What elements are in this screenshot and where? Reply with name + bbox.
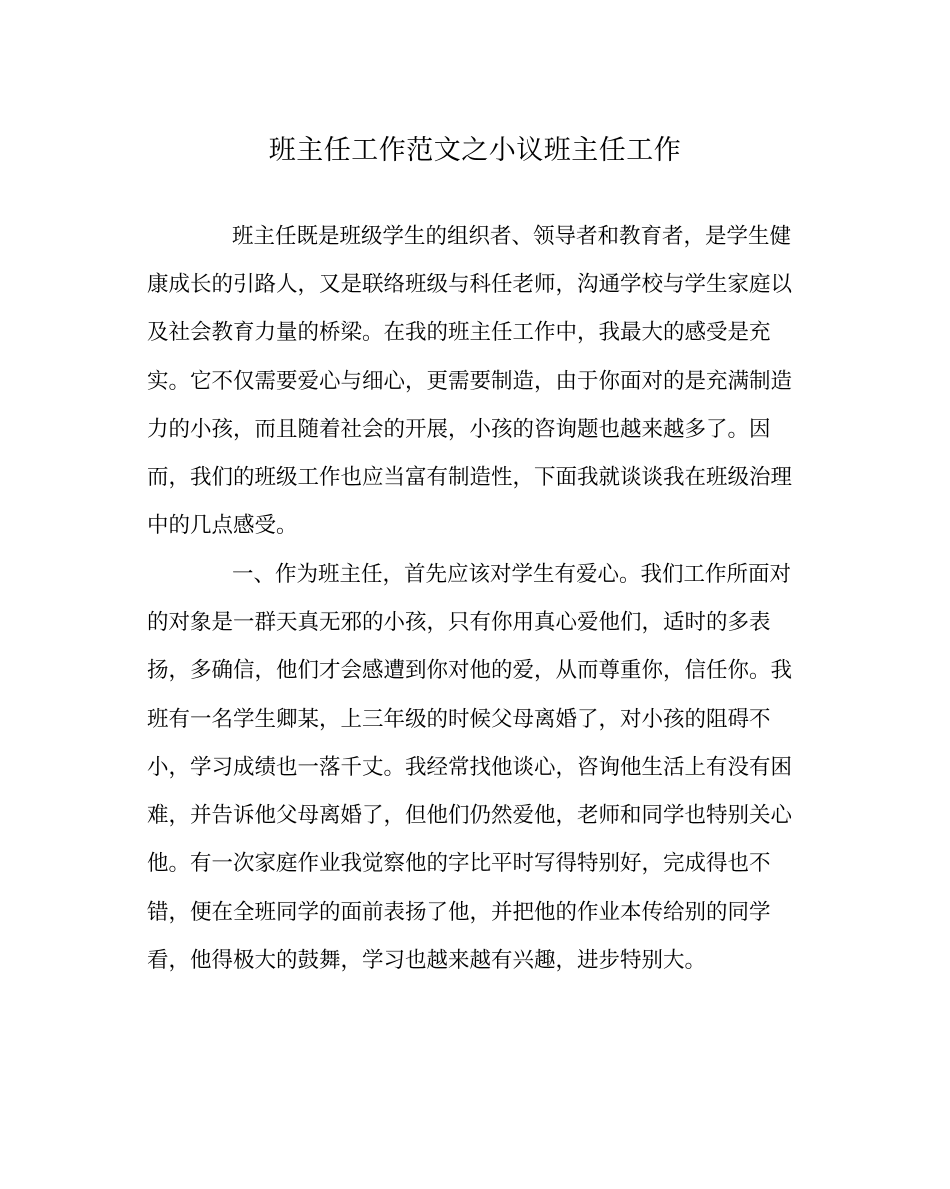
paragraph-1-line: 实。它不仅需要爱心与细心，更需要制造，由于你面对的是充满制造	[147, 369, 793, 394]
paragraph-2-line: 的对象是一群天真无邪的小孩，只有你用真心爱他们，适时的多表	[147, 610, 771, 635]
paragraph-1-line: 力的小孩，而且随着社会的开展，小孩的咨询题也越来越多了。因	[147, 417, 771, 442]
paragraph-1-line: 班主任既是班级学生的组织者、领导者和教育者，是学生健	[232, 224, 792, 249]
page-title: 班主任工作范文之小议班主任工作	[268, 135, 682, 166]
paragraph-1-line: 康成长的引路人，又是联络班级与科任老师，沟通学校与学生家庭以	[147, 272, 793, 297]
paragraph-2-line: 一、作为班主任，首先应该对学生有爱心。我们工作所面对	[232, 562, 792, 587]
paragraph-2-line: 班有一名学生卿某，上三年级的时候父母离婚了，对小孩的阻碍不	[147, 707, 771, 732]
paragraph-2-line: 扬，多确信，他们才会感遭到你对他的爱，从而尊重你，信任你。我	[147, 658, 793, 683]
paragraph-1-line: 而，我们的班级工作也应当富有制造性，下面我就谈谈我在班级治理	[147, 465, 793, 490]
paragraph-2-line: 错，便在全班同学的面前表扬了他，并把他的作业本传给别的同学	[147, 900, 771, 925]
paragraph-2-line: 看，他得极大的鼓舞，学习也越来越有兴趣，进步特别大。	[147, 948, 707, 973]
paragraph-2-line: 难，并告诉他父母离婚了，但他们仍然爱他，老师和同学也特别关心	[147, 803, 793, 828]
paragraph-1-line: 中的几点感受。	[147, 513, 298, 538]
paragraph-1-line: 及社会教育力量的桥梁。在我的班主任工作中，我最大的感受是充	[147, 320, 771, 345]
paragraph-2-line: 小，学习成绩也一落千丈。我经常找他谈心，咨询他生活上有没有困	[147, 755, 793, 780]
paragraph-2-line: 他。有一次家庭作业我觉察他的字比平时写得特别好，完成得也不	[147, 851, 771, 876]
